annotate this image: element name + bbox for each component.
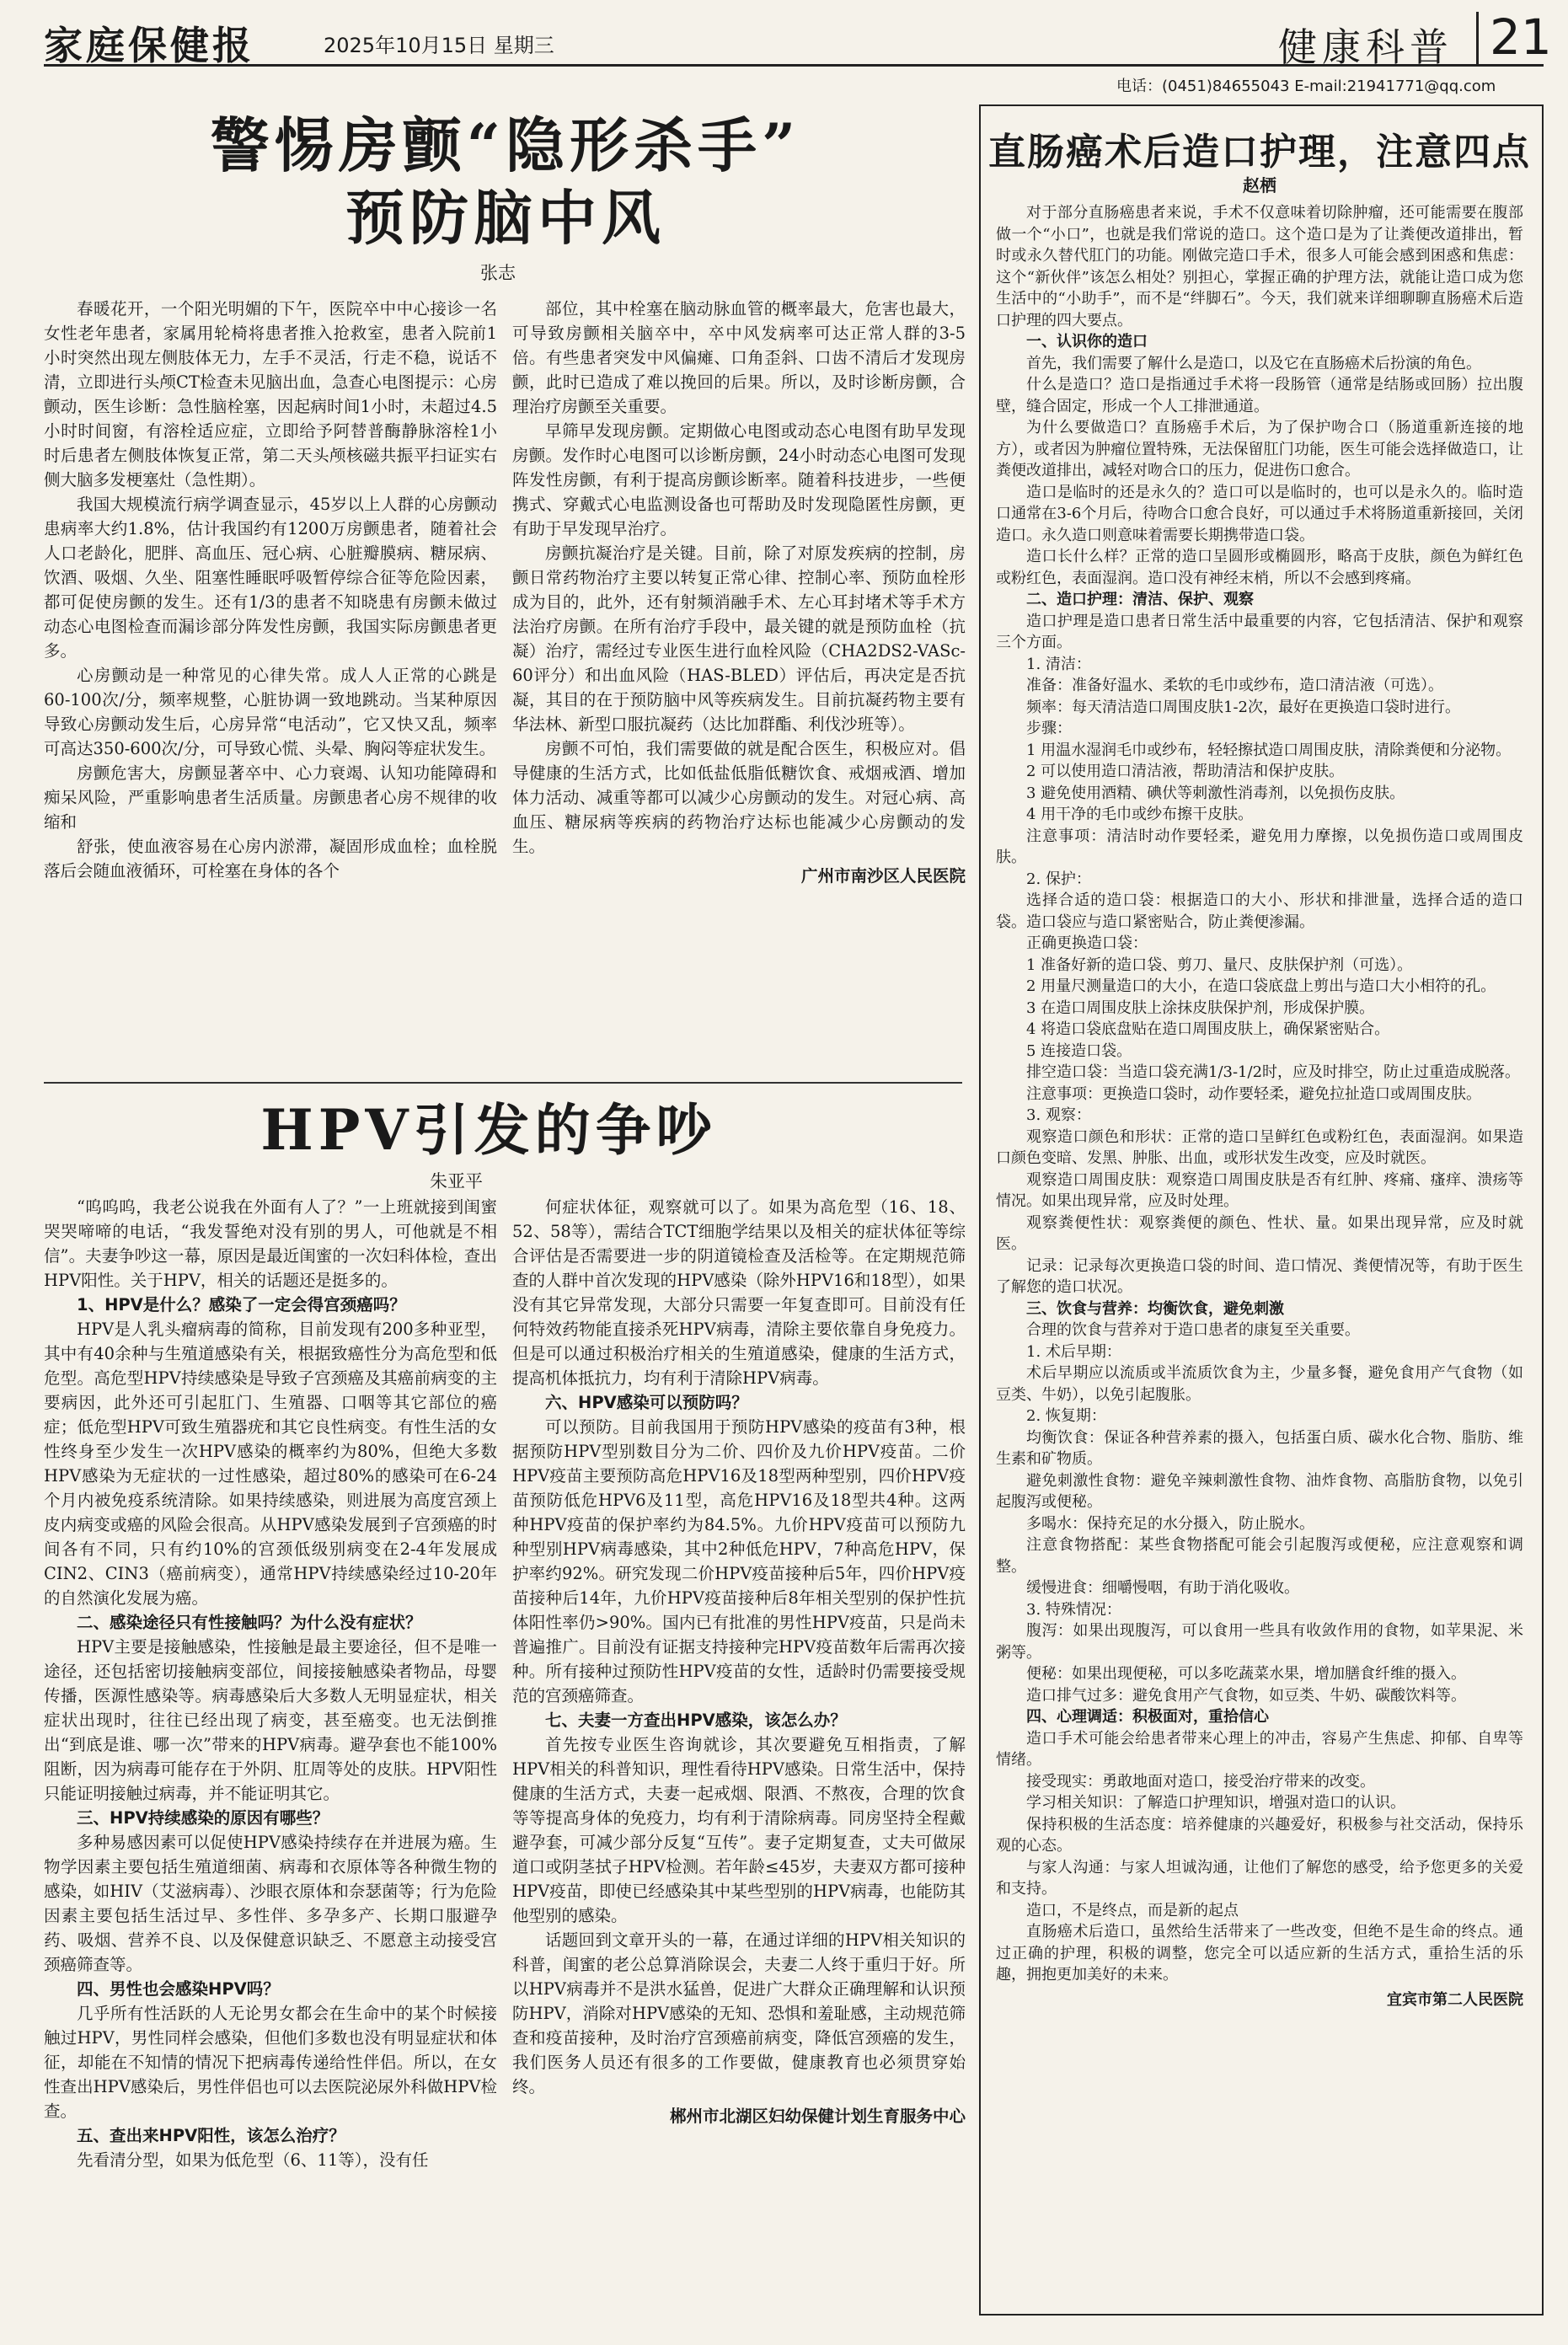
page-number: 21	[1490, 8, 1552, 66]
subheading: 一、认识你的造口	[1026, 333, 1148, 351]
subheading: 四、心理调适：积极面对，重拾信心	[1026, 1708, 1269, 1726]
paragraph: 腹泻：如果出现腹泻，可以食用一些具有收敛作用的食物，如苹果泥、米粥等。	[996, 1622, 1523, 1662]
paragraph: 为什么要做造口？直肠癌手术后，为了保护吻合口（肠道重新连接的地方），或者因为肿瘤位置特殊，无法保留肛门功能，医生可能会选择做造口，让粪便改道排出，减轻对吻合口的压力，促进伤口愈合。	[996, 419, 1523, 479]
article1-column-1	[44, 297, 497, 1080]
paragraph: 多种易感因素可以促使HPV感染持续存在并进展为癌。生物学因素主要包括生殖道细菌、病毒和衣原体等各种微生物的感染，如HIV（艾滋病毒）、沙眼衣原体和奈瑟菌等；行为危险因素主要包括生活过早、多性伴、多孕多产、长期口服避孕药、吸烟、营养不良、以及保健意识缺乏、不愿意主动接受宫颈癌筛查等。	[44, 1833, 497, 1974]
paragraph: 2 用量尺测量造口的大小，在造口袋底盘上剪出与造口大小相符的孔。	[1026, 977, 1496, 995]
contact-info: 电话：(0451)84655043 E-mail:21941771@qq.com	[1116, 78, 1496, 95]
issue-date: 2025年10月15日 星期三	[324, 34, 554, 57]
article1-column-2	[512, 297, 966, 1080]
article3-source: 宜宾市第二人民医院	[1387, 1990, 1523, 2009]
paragraph: 直肠癌术后造口，虽然给生活带来了一些改变，但绝不是生命的终点。通过正确的护理，积极的调整，您完全可以适应新的生活方式，重拾生活的乐趣，拥抱更加美好的未来。	[996, 1923, 1523, 1984]
subheading: 1、HPV是什么？感染了一定会得宫颈癌吗？	[77, 1295, 406, 1314]
subheading: 二、造口护理：清洁、保护、观察	[1026, 591, 1254, 608]
paragraph: 造口，不是终点，而是新的起点	[1026, 1901, 1239, 1919]
paragraph: 保持积极的生活态度：培养健康的兴趣爱好，积极参与社交活动，保持乐观的心态。	[996, 1815, 1523, 1855]
paragraph: 3. 特殊情况：	[1026, 1600, 1121, 1619]
paragraph: 注意事项：更换造口袋时，动作要轻柔，避免拉扯造口或周围皮肤。	[1026, 1084, 1481, 1103]
newspaper-name: 家庭保健报	[44, 23, 254, 68]
paragraph: 先看清分型，如果为低危型（6、11等），没有任	[77, 2150, 429, 2170]
paragraph: 房颤抗凝治疗是关键。目前，除了对原发疾病的控制，房颤日常药物治疗主要以转复正常心律、控制心率、预防血栓形成为目的，此外，还有射频消融手术、左心耳封堵术等手术方法治疗房颤。在所有治疗手段中，最关键的就是预防血栓（抗凝）治疗，需经过专业医生进行血栓风险（CHA2DS2-VASc-60评分）和出血风险（HAS-BLED）评估后，再决定是否抗凝，其目的在于预防脑中风等疾病发生。目前抗凝药物主要有华法林、新型口服抗凝药（达比加群酯、利伐沙班等）。	[512, 543, 966, 734]
paragraph: 正确更换造口袋：	[1026, 934, 1148, 952]
article1-title-line2: 预防脑中风	[345, 183, 666, 253]
paragraph: “呜呜呜，我老公说我在外面有人了？”一上班就接到闺蜜哭哭啼啼的电话，“我发誓绝对没有别的男人，可他就是不相信”。夫妻争吵这一幕，原因是最近闺蜜的一次妇科体检，查出HPV阳性。关于HPV，相关的话题还是挺多的。	[44, 1197, 497, 1290]
paragraph: 多喝水：保持充足的水分摄入，防止脱水。	[1026, 1514, 1314, 1533]
paragraph: 术后早期应以流质或半流质饮食为主，少量多餐，避免食用产气食物（如豆类、牛奶），以免引起腹胀。	[996, 1364, 1523, 1404]
paragraph: 房颤不可怕，我们需要做的就是配合医生，积极应对。倡导健康的生活方式，比如低盐低脂低糖饮食、戒烟戒酒、增加体力活动、减重等都可以减少心房颤动的发生。对冠心病、高血压、糖尿病等疾病的药物治疗达标也能减少心房颤动的发生。	[512, 739, 966, 856]
article2-author: 朱亚平	[430, 1171, 483, 1191]
paragraph: 注意食物搭配：某些食物搭配可能会引起腹泻或便秘，应注意观察和调整。	[996, 1536, 1523, 1576]
paragraph: 3 在造口周围皮肤上涂抹皮肤保护剂，形成保护膜。	[1026, 998, 1375, 1017]
paragraph: 造口是临时的还是永久的？造口可以是临时的，也可以是永久的。临时造口通常在3-6个月后，待吻合口愈合良好，可以通过手术将肠道重新接回，关闭造口。永久造口则意味着需要长期携带造口袋。	[996, 483, 1523, 544]
paragraph: 记录：记录每次更换造口袋的时间、造口情况、粪便情况等，有助于医生了解您的造口状况。	[996, 1256, 1523, 1296]
paragraph: 排空造口袋：当造口袋充满1/3-1/2时，应及时排空，防止过重造成脱落。	[1026, 1063, 1521, 1081]
paragraph: 春暖花开，一个阳光明媚的下午，医院卒中中心接诊一名女性老年患者，家属用轮椅将患者推入抢救室，患者入院前1小时突然出现左侧肢体无力，左手不灵活，行走不稳，说话不清，立即进行头颅CT检查未见脑出血，急查心电图提示：心房颤动，医生诊断：急性脑栓塞，因起病时间1小时，未超过4.5小时时间窗，有溶栓适应症，立即给予阿替普酶静脉溶栓1小时后患者左侧肢体恢复正常，第二天头颅核磁共振平扫证实右侧大脑多发梗塞灶（急性期）。	[44, 299, 497, 490]
subheading: 五、查出来HPV阳性，该怎么治疗？	[77, 2126, 345, 2145]
paragraph: 准备：准备好温水、柔软的毛巾或纱布，造口清洁液（可选）。	[1026, 677, 1443, 694]
article-divider	[44, 1082, 962, 1084]
paragraph: 4 将造口袋底盘贴在造口周围皮肤上，确保紧密贴合。	[1026, 1020, 1390, 1038]
article3-title: 直肠癌术后造口护理，注意四点	[988, 131, 1531, 174]
paragraph: 房颤危害大，房颤显著卒中、心力衰竭、认知功能障碍和痴呆风险，严重影响患者生活质量。房颤患者心房不规律的收缩和	[44, 763, 497, 832]
paragraph: 便秘：如果出现便秘，可以多吃蔬菜水果，增加膳食纤维的摄入。	[1026, 1665, 1466, 1683]
article2-source: 郴州市北湖区妇幼保健计划生育服务中心	[669, 2107, 966, 2126]
paragraph: 可以预防。目前我国用于预防HPV感染的疫苗有3种，根据预防HPV型别数目分为二价、四价及九价HPV疫苗。二价HPV疫苗主要预防高危HPV16及18型两种型别，四价HPV疫苗预防低危HPV6及11型，高危HPV16及18型共4种。这两种HPV疫苗的保护率约为84.5%。九价HPV疫苗可以预防九种型别HPV病毒感染，其中2种低危HPV，7种高危HPV，保护率约92%。研究发现二价HPV疫苗接种后5年，四价HPV疫苗接种后14年，九价HPV疫苗接种后8年相关型别的保护性抗体阳性率仍>90%。国内已有批准的男性HPV疫苗，只是尚未普遍推广。目前没有证据支持接种完HPV疫苗数年后需再次接种。所有接种过预防性HPV疫苗的女性，适龄时仍需要接受规范的宫颈癌筛查。	[512, 1417, 966, 1705]
paragraph: 1. 清洁：	[1026, 655, 1091, 673]
paragraph: 观察造口周围皮肤：观察造口周围皮肤是否有红肿、疼痛、瘙痒、溃疡等情况。如果出现异常，应及时处理。	[996, 1170, 1523, 1210]
paragraph: HPV是人乳头瘤病毒的简称，目前发现有200多种亚型，其中有40余种与生殖道感染有关，根据致癌性分为高危型和低危型。高危型HPV持续感染是导致子宫颈癌及其癌前病变的主要病因，此外还可引起肛门、生殖器、口咽等其它部位的癌症；低危型HPV可致生殖器疣和其它良性病变。有性生活的女性终身至少发生一次HPV感染的概率约为80%，但绝大多数HPV感染为无症状的一过性感染，超过80%的感染可在6-24个月内被免疫系统清除。如果持续感染，则进展为高度宫颈上皮内病变或癌的风险会很高。从HPV感染发展到子宫颈癌的时间各有不同，只有约10%的宫颈低级别病变在2-4年发展成CIN2、CIN3（癌前病变），通常HPV持续感染经过10-20年的自然演化发展为癌。	[44, 1320, 497, 1608]
paragraph: 学习相关知识：了解造口护理知识，增强对造口的认识。	[1026, 1794, 1405, 1812]
paragraph: 首先按专业医生咨询就诊，其次要避免互相指责，了解HPV相关的科普知识，理性看待HPV感染。日常生活中，保持健康的生活方式，夫妻一起戒烟、限酒、不熬夜，合理的饮食等等提高身体的免疫力，均有利于清除病毒。同房坚持全程戴避孕套，可减少部分反复“互传”。妻子定期复查，丈夫可做尿道口或阴茎拭子HPV检测。若年龄≤45岁，夫妻双方都可接种HPV疫苗，即使已经感染其中某些型别的HPV病毒，也能防其他型别的感染。	[512, 1735, 966, 1925]
paragraph: 避免刺激性食物：避免辛辣刺激性食物、油炸食物、高脂肪食物，以免引起腹泻或便秘。	[996, 1471, 1523, 1511]
paragraph: 早筛早发现房颤。定期做心电图或动态心电图有助早发现房颤。发作时心电图可以诊断房颤，24小时动态心电图可发现阵发性房颤，有利于提高房颤诊断率。随着科技进步，一些便携式、穿戴式心电监测设备也可帮助及时发现隐匿性房颤，更有助于早发现早治疗。	[512, 421, 966, 538]
article2-title: HPV引发的争吵	[260, 1097, 717, 1163]
paragraph: 1 准备好新的造口袋、剪刀、量尺、皮肤保护剂（可选）。	[1026, 956, 1413, 974]
paragraph: 2. 恢复期：	[1026, 1407, 1106, 1425]
paragraph: 注意事项：清洁时动作要轻柔，避免用力摩擦，以免损伤造口或周围皮肤。	[996, 827, 1523, 866]
subheading: 四、男性也会感染HPV吗？	[77, 1979, 280, 1999]
paragraph: 话题回到文章开头的一幕，在通过详细的HPV相关知识的科普，闺蜜的老公总算消除误会，夫妻二人终于重归于好。所以HPV病毒并不是洪水猛兽，促进广大群众正确理解和认识预防HPV，消除对HPV感染的无知、恐惧和羞耻感，主动规范筛查和疫苗接种，及时治疗宫颈癌前病变，降低宫颈癌的发生，我们医务人员还有很多的工作要做，健康教育也必须贯穿始终。	[512, 1930, 966, 2096]
paragraph: 与家人沟通：与家人坦诚沟通，让他们了解您的感受，给予您更多的关爱和支持。	[996, 1858, 1523, 1898]
article2-column-1	[44, 1195, 497, 2324]
paragraph: 选择合适的造口袋：根据造口的大小、形状和排泄量，选择合适的造口袋。造口袋应与造口紧密贴合，防止粪便渗漏。	[996, 891, 1523, 931]
paragraph: 造口手术可能会给患者带来心理上的冲击，容易产生焦虑、抑郁、自卑等情绪。	[996, 1729, 1523, 1769]
paragraph: 4 用干净的毛巾或纱布擦干皮肤。	[1026, 806, 1254, 823]
paragraph: 接受现实：勇敢地面对造口，接受治疗带来的改变。	[1026, 1772, 1375, 1791]
paragraph: 舒张，使血液容易在心房内淤滞，凝固形成血栓；血栓脱落后会随血液循环，可栓塞在身体的各个	[44, 837, 497, 881]
subheading: 二、感染途径只有性接触吗？为什么没有症状？	[77, 1613, 422, 1632]
subheading: 七、夫妻一方查出HPV感染，该怎么办？	[545, 1711, 847, 1730]
paragraph: 造口护理是造口患者日常生活中最重要的内容，它包括清洁、保护和观察三个方面。	[996, 612, 1523, 651]
paragraph: 2. 保护：	[1026, 870, 1091, 888]
paragraph: 心房颤动是一种常见的心律失常。成人人正常的心跳是60-100次/分，频率规整，心脏协调一致地跳动。当某种原因导致心房颤动发生后，心房异常“电活动”，它又快又乱，频率可高达350-600次/分，可导致心慌、头晕、胸闷等症状发生。	[44, 666, 497, 758]
article3-body	[996, 202, 1523, 2300]
paragraph: HPV主要是接触感染，性接触是最主要途径，但不是唯一途径，还包括密切接触病变部位，间接接触感染者物品，母婴传播，医源性感染等。病毒感染后大多数人无明显症状，相关症状出现时，往往已经出现了病变，甚至癌变。也无法倒推出“到底是谁、哪一次”带来的HPV病毒。避孕套也不能100%阻断，因为病毒可能存在于外阴、肛周等处的皮肤。HPV阳性只能证明接触过病毒，并不能证明其它。	[44, 1637, 497, 1803]
paragraph: 合理的饮食与营养对于造口患者的康复至关重要。	[1026, 1321, 1360, 1339]
article1-source: 广州市南沙区人民医院	[800, 866, 966, 886]
paragraph: 何症状体征，观察就可以了。如果为高危型（16、18、52、58等），需结合TCT细胞学结果以及相关的症状体征等综合评估是否需要进一步的阴道镜检查及活检等。在定期规范筛查的人群中首次发现的HPV感染（除外HPV16和18型），如果没有其它异常发现，大部分只需要一年复查即可。目前没有任何特效药物能直接杀死HPV病毒，清除主要依靠自身免疫力。但是可以通过积极治疗相关的生殖道感染，健康的生活方式，提高机体抵抗力，均有利于清除HPV病毒。	[512, 1197, 966, 1388]
paragraph: 步骤：	[1026, 720, 1072, 737]
paragraph: 造口长什么样？正常的造口呈圆形或椭圆形，略高于皮肤，颜色为鲜红色或粉红色，表面湿润。造口没有神经末梢，所以不会感到疼痛。	[996, 548, 1523, 587]
paragraph: 什么是造口？造口是指通过手术将一段肠管（通常是结肠或回肠）拉出腹壁，缝合固定，形成一个人工排泄通道。	[996, 376, 1523, 415]
article1-title-line1: 警惕房颤“隐形杀手”	[210, 110, 801, 180]
paragraph: 观察粪便性状：观察粪便的颜色、性状、量。如果出现异常，应及时就医。	[996, 1213, 1523, 1253]
masthead-divider	[1476, 12, 1479, 64]
article2-column-2	[512, 1195, 966, 2324]
article3-author: 赵栖	[1243, 175, 1276, 195]
paragraph: 我国大规模流行病学调查显示，45岁以上人群的心房颤动患病率大约1.8%，估计我国约有1200万房颤患者，随着社会人口老龄化，肥胖、高血压、冠心病、心脏瓣膜病、糖尿病、饮酒、吸烟、久坐、阻塞性睡眠呼吸暂停综合征等危险因素，都可促使房颤的发生。还有1/3的患者不知晓患有房颤未做过动态心电图检查而漏诊部分阵发性房颤，我国实际房颤患者更多。	[44, 495, 497, 661]
paragraph: 首先，我们需要了解什么是造口，以及它在直肠癌术后扮演的角色。	[1026, 354, 1481, 372]
paragraph: 造口排气过多：避免食用产气食物，如豆类、牛奶、碳酸饮料等。	[1026, 1686, 1466, 1705]
section-name: 健康科普	[1278, 24, 1453, 70]
paragraph: 几乎所有性活跃的人无论男女都会在生命中的某个时候接触过HPV，男性同样会感染，但他们多数也没有明显症状和体征，却能在不知情的情况下把病毒传递给性伴侣。所以，在女性查出HPV感染后，男性伴侣也可以去医院泌尿外科做HPV检查。	[44, 2004, 497, 2121]
paragraph: 均衡饮食：保证各种营养素的摄入，包括蛋白质、碳水化合物、脂肪、维生素和矿物质。	[996, 1428, 1523, 1468]
paragraph: 部位，其中栓塞在脑动脉血管的概率最大，危害也最大，可导致房颤相关脑卒中，卒中风发病率可达正常人群的3-5倍。有些患者突发中风偏瘫、口角歪斜、口齿不清后才发现房颤，此时已造成了难以挽回的后果。所以，及时诊断房颤，合理治疗房颤至关重要。	[512, 299, 966, 416]
subheading: 六、HPV感染可以预防吗？	[545, 1393, 748, 1412]
paragraph: 3. 观察：	[1026, 1106, 1091, 1124]
paragraph: 1. 术后早期：	[1026, 1342, 1121, 1361]
paragraph: 3 避免使用酒精、碘伏等刺激性消毒剂，以免损伤皮肤。	[1026, 784, 1405, 802]
subheading: 三、HPV持续感染的原因有哪些？	[77, 1808, 329, 1828]
masthead	[44, 8, 1552, 70]
paragraph: 观察造口颜色和形状：正常的造口呈鲜红色或粉红色，表面湿润。如果造口颜色变暗、发黑、肿胀、出血，或形状发生改变，应及时就医。	[996, 1127, 1523, 1167]
subheading: 三、饮食与营养：均衡饮食，避免刺激	[1026, 1299, 1284, 1318]
article1-author: 张志	[480, 263, 516, 283]
paragraph: 对于部分直肠癌患者来说，手术不仅意味着切除肿瘤，还可能需要在腹部做一个“小口”，也就是我们常说的造口。这个造口是为了让粪便改道排出，暂时或永久替代肛门的功能。刚做完造口手术，很多人可能会感到困惑和焦虑：这个“新伙伴”该怎么相处？别担心，掌握正确的护理方法，就能让造口成为您生活中的“小助手”，而不是“绊脚石”。今天，我们就来详细聊聊直肠癌术后造口护理的四大要点。	[996, 204, 1523, 329]
paragraph: 缓慢进食：细嚼慢咽，有助于消化吸收。	[1026, 1579, 1299, 1597]
paragraph: 1 用温水湿润毛巾或纱布，轻轻擦拭造口周围皮肤，清除粪便和分泌物。	[1026, 741, 1512, 759]
paragraph: 频率：每天清洁造口周围皮肤1-2次，最好在更换造口袋时进行。	[1026, 698, 1460, 716]
paragraph: 2 可以使用造口清洁液，帮助清洁和保护皮肤。	[1026, 763, 1345, 780]
paragraph: 5 连接造口袋。	[1026, 1041, 1132, 1060]
